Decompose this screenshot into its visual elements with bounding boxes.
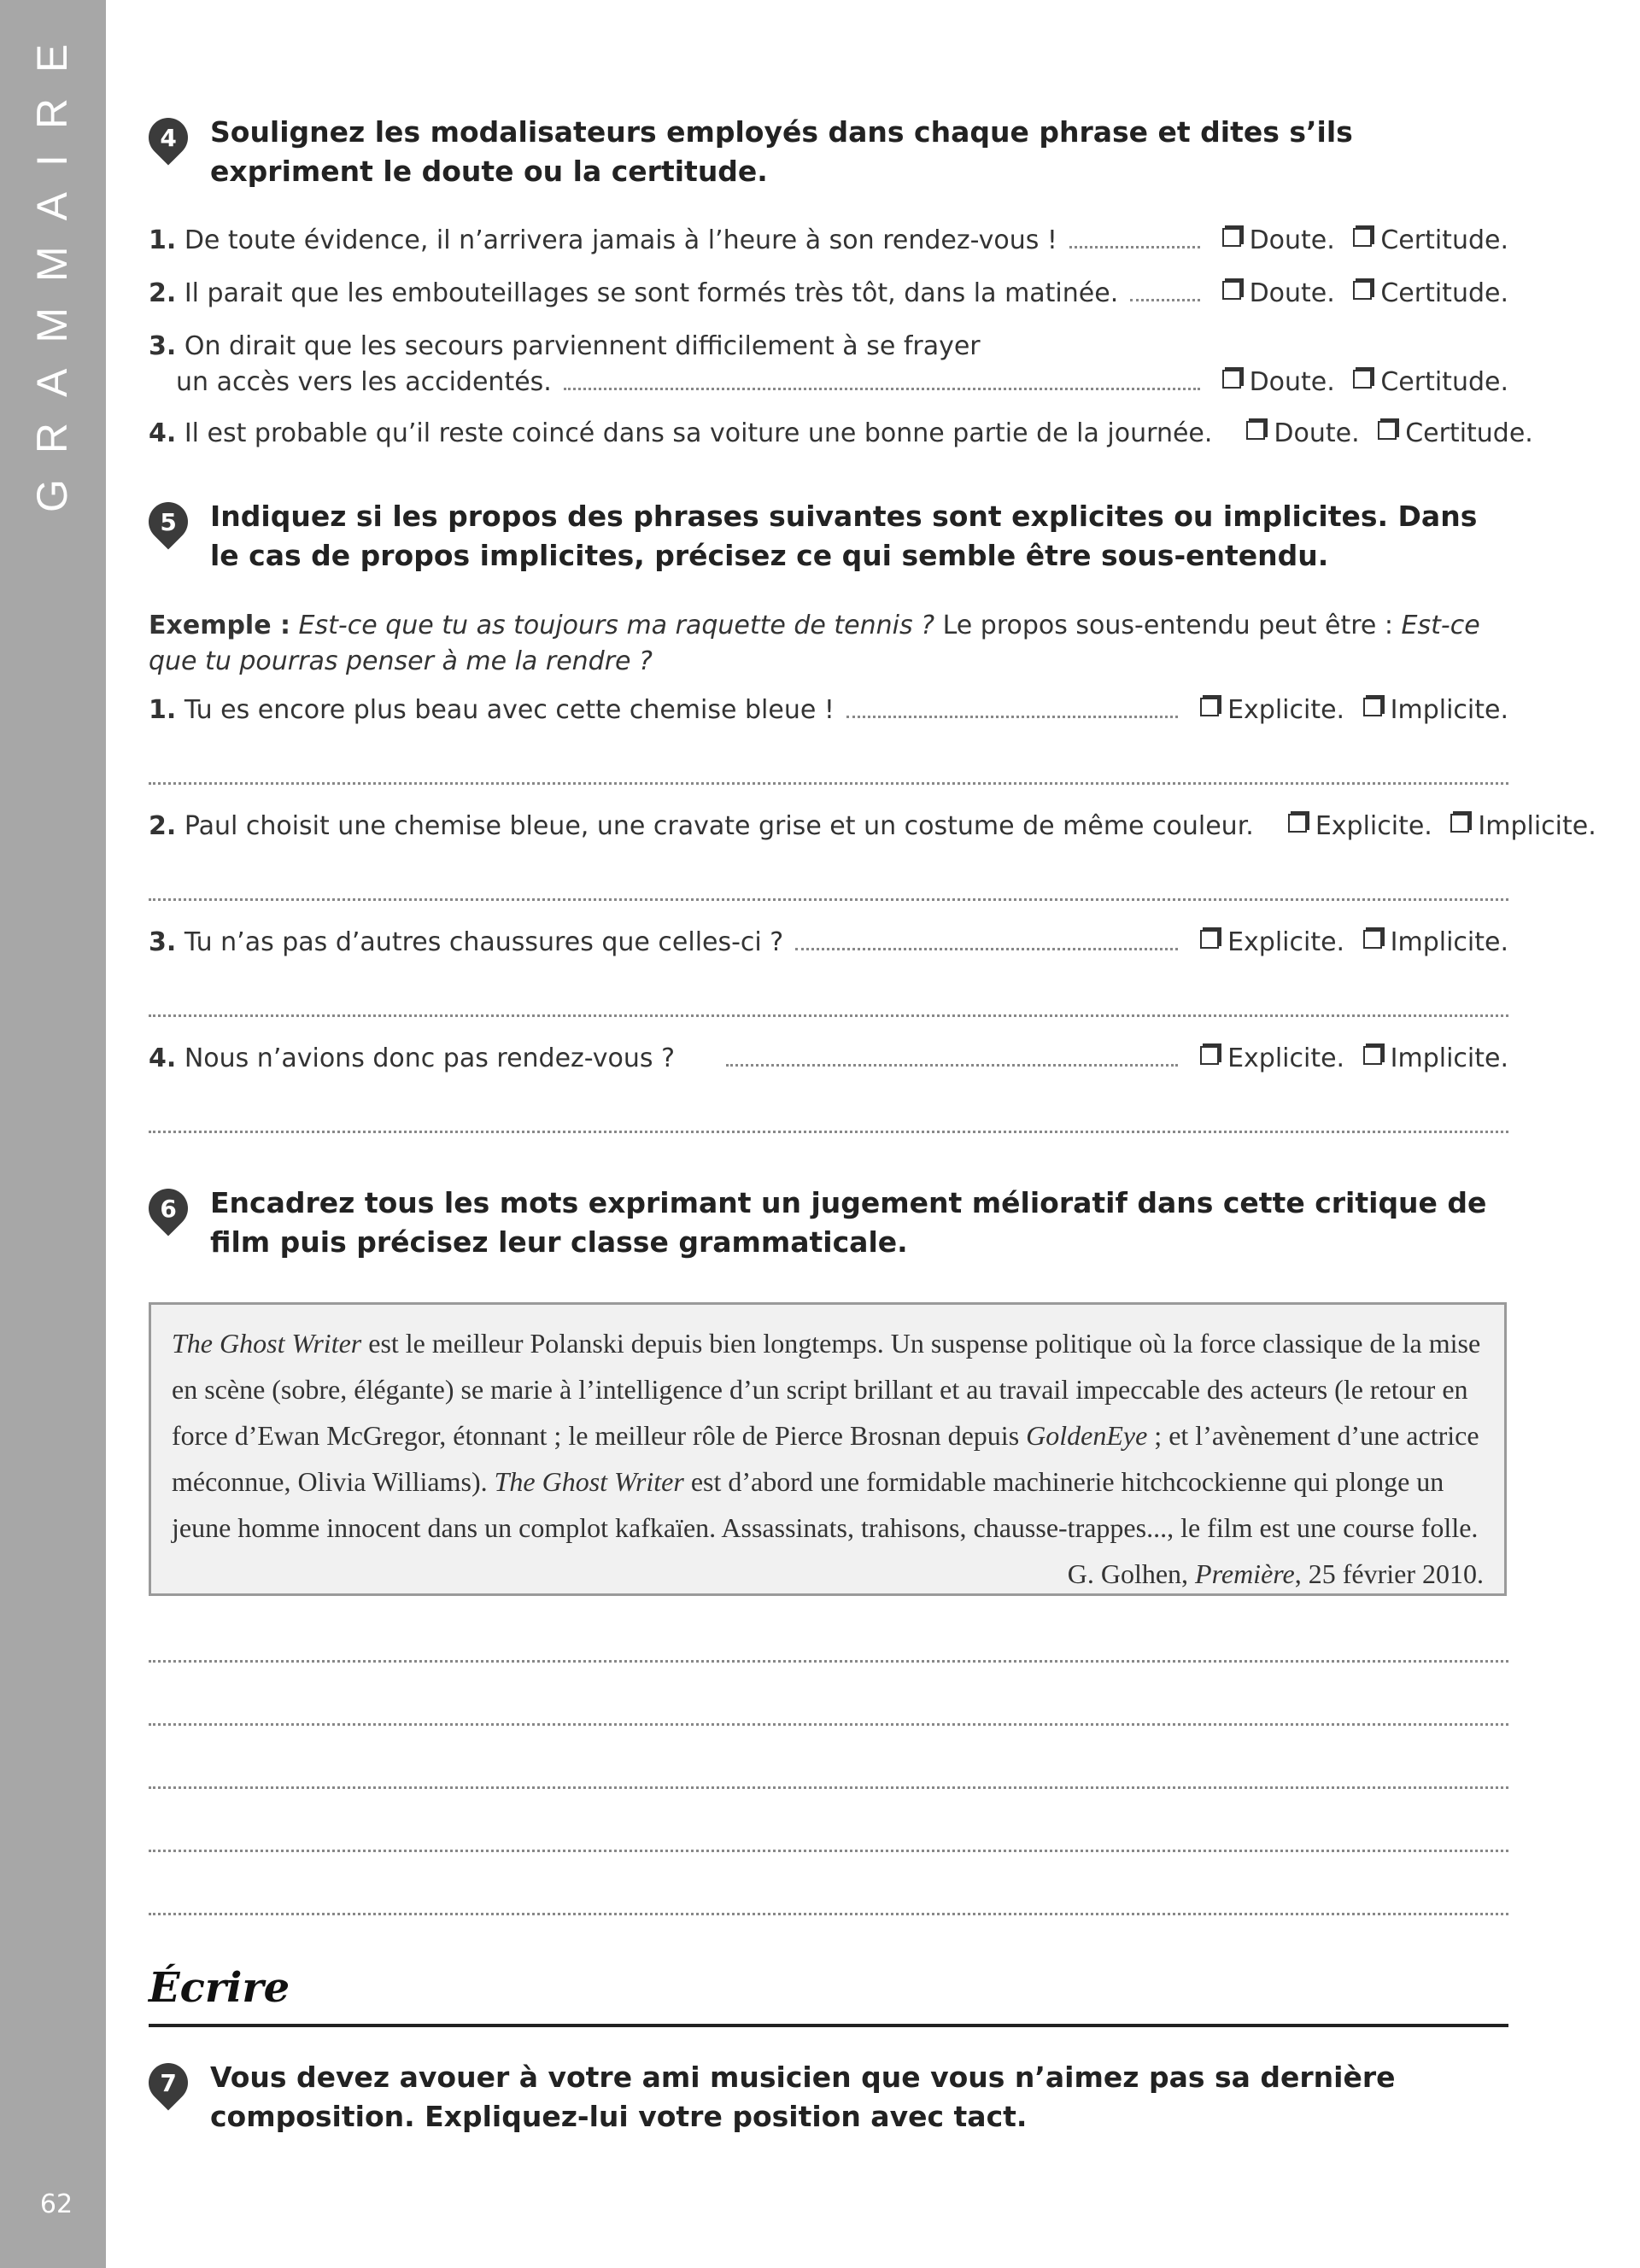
sidebar-band xyxy=(0,0,106,2268)
exercise-number-badge: 6 xyxy=(140,1180,196,1236)
explicit-checkbox[interactable]: Explicite. xyxy=(1200,1043,1344,1073)
doubt-checkbox[interactable]: Doute. xyxy=(1222,367,1335,397)
exercise-instruction: Indiquez si les propos des phrases suivantes sont explicites ou implicites. Dans le cas de propos implicites, précisez ce qui semble être sous-entendu. xyxy=(210,500,1478,572)
answer-dots xyxy=(846,715,1178,718)
ex5-item-3: 3. Tu n’as pas d’autres chaussures que celles-ci ? Explicite. Implicite. xyxy=(149,927,1508,957)
exercise-number-badge: 4 xyxy=(140,109,196,165)
doubt-checkbox[interactable]: Doute. xyxy=(1246,418,1359,448)
ex5-item-2: 2. Paul choisit une chemise bleue, une cravate grise et un costume de même couleur. Explicite. Implicite. xyxy=(149,811,1596,841)
exercise-instruction: Vous devez avouer à votre ami musicien que vous n’aimez pas sa dernière composition. Expliquez-lui votre position avec tact. xyxy=(210,2060,1396,2133)
answer-dots xyxy=(795,947,1178,950)
ex5-example: Exemple : Est-ce que tu as toujours ma raquette de tennis ? Le propos sous-entendu peut être : Est-ce que tu pourras penser à me la rendre ? xyxy=(149,611,1480,676)
answer-line[interactable] xyxy=(149,1850,1508,1852)
exercise-number-badge: 7 xyxy=(140,2055,196,2110)
certainty-checkbox[interactable]: Certitude. xyxy=(1353,278,1508,308)
answer-line[interactable] xyxy=(149,1913,1508,1915)
explicit-checkbox[interactable]: Explicite. xyxy=(1288,811,1432,841)
answer-line[interactable] xyxy=(149,1786,1508,1789)
certainty-checkbox[interactable]: Certitude. xyxy=(1353,367,1508,397)
answer-line[interactable] xyxy=(149,1660,1508,1663)
section-divider xyxy=(149,2024,1508,2027)
answer-dots xyxy=(1069,245,1200,248)
quote-text: The Ghost Writer est le meilleur Polanski depuis bien longtemps. Un suspense politique où la force classique de la mise en scène (sobre, élégante) se marie à l’intelligence d’un script brillant et au travail impeccable des acteurs (le retour en force d’Ewan McGregor, étonnant ; le meilleur rôle de Pierce Brosnan depuis GoldenEye ; et l’avènement d’une actrice méconnue, Olivia Williams). The Ghost Writer est d’abord une formidable machinerie hitchcockienne qui plonge un jeune homme innocent dans un complot kafkaïen. Assassinats, trahisons, chausse-trappes..., le film est une course folle. xyxy=(172,1328,1481,1543)
exercise-number-badge: 5 xyxy=(140,494,196,549)
doubt-checkbox[interactable]: Doute. xyxy=(1222,278,1335,308)
answer-line[interactable] xyxy=(149,1131,1508,1133)
sidebar-title: GRAMMAIRE xyxy=(28,18,76,512)
answer-line[interactable] xyxy=(149,782,1508,785)
explicit-checkbox[interactable]: Explicite. xyxy=(1200,927,1344,957)
answer-line[interactable] xyxy=(149,898,1508,901)
ex5-item-4: 4. Nous n’avions donc pas rendez-vous ? Explicite. Implicite. xyxy=(149,1043,1508,1073)
film-review-quote xyxy=(149,1302,1507,1596)
implicit-checkbox[interactable]: Implicite. xyxy=(1450,811,1596,841)
implicit-checkbox[interactable]: Implicite. xyxy=(1363,927,1508,957)
implicit-checkbox[interactable]: Implicite. xyxy=(1363,1043,1508,1073)
implicit-checkbox[interactable]: Implicite. xyxy=(1363,695,1508,725)
ex5-item-1: 1. Tu es encore plus beau avec cette chemise bleue ! Explicite. Implicite. xyxy=(149,695,1508,725)
answer-dots xyxy=(1130,298,1199,301)
quote-source: G. Golhen, Première, 25 février 2010. xyxy=(1067,1558,1484,1589)
page-number: 62 xyxy=(39,2189,73,2219)
certainty-checkbox[interactable]: Certitude. xyxy=(1378,418,1533,448)
answer-dots xyxy=(564,387,1200,390)
ex4-item-2: 2. Il parait que les embouteillages se sont formés très tôt, dans la matinée. Doute. Certitude. xyxy=(149,278,1508,308)
ex4-item-3: 3. On dirait que les secours parviennent difficilement à se frayer un accès vers les accidentés. Doute. Certitude. xyxy=(149,331,1508,397)
certainty-checkbox[interactable]: Certitude. xyxy=(1353,225,1508,255)
answer-line[interactable] xyxy=(149,1723,1508,1726)
ex4-item-1: 1. De toute évidence, il n’arrivera jamais à l’heure à son rendez-vous ! Doute. Certitude. xyxy=(149,225,1508,255)
ex4-item-4: 4. Il est probable qu’il reste coincé dans sa voiture une bonne partie de la journée. Doute. Certitude. xyxy=(149,418,1533,448)
section-title: Écrire xyxy=(149,1964,290,2012)
answer-dots xyxy=(726,1063,1178,1067)
explicit-checkbox[interactable]: Explicite. xyxy=(1200,695,1344,725)
exercise-instruction: Soulignez les modalisateurs employés dans chaque phrase et dites s’ils expriment le doute ou la certitude. xyxy=(210,115,1353,188)
exercise-instruction: Encadrez tous les mots exprimant un jugement mélioratif dans cette critique de film puis précisez leur classe grammaticale. xyxy=(210,1186,1487,1259)
doubt-checkbox[interactable]: Doute. xyxy=(1222,225,1335,255)
answer-line[interactable] xyxy=(149,1014,1508,1017)
